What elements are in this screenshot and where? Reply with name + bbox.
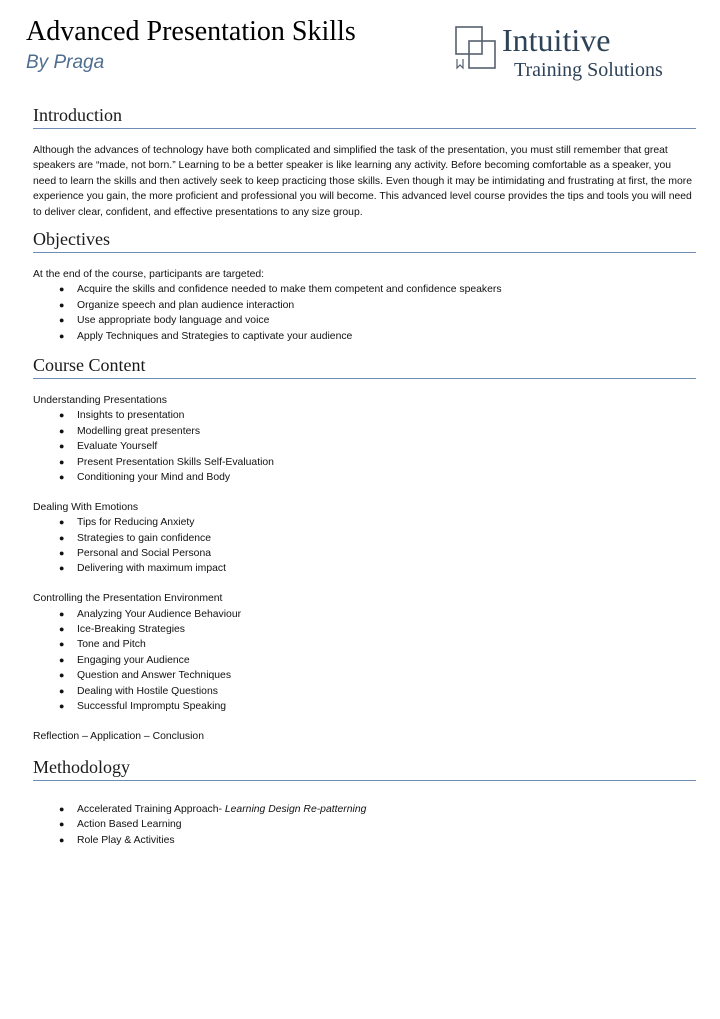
logo-subtitle: Training Solutions	[514, 59, 663, 81]
company-logo	[452, 24, 702, 84]
bullet-icon: ●	[59, 639, 65, 650]
list-item: ● Dealing with Hostile Questions	[33, 684, 696, 699]
bullet-icon: ●	[59, 456, 65, 467]
list-item: ● Organize speech and plan audience interaction	[33, 298, 696, 313]
list-item: ● Accelerated Training Approach- Learning Design Re-patterning	[33, 802, 696, 817]
list-item: ● Analyzing Your Audience Behaviour	[33, 607, 696, 622]
list-item: ● Successful Impromptu Speaking	[33, 699, 696, 714]
bullet-icon: ●	[59, 685, 65, 696]
list-item: ● Ice-Breaking Strategies	[33, 622, 696, 637]
bullet-icon: ●	[59, 804, 65, 814]
list-item: ● Delivering with maximum impact	[33, 561, 696, 576]
bullet-icon: ●	[59, 563, 65, 574]
list-item: ● Insights to presentation	[33, 408, 696, 423]
document-title: Advanced Presentation Skills	[26, 16, 356, 47]
methodology-list	[33, 802, 696, 848]
list-item: ● Strategies to gain confidence	[33, 531, 696, 546]
list-item: ● Present Presentation Skills Self-Evaluation	[33, 455, 696, 470]
list-item: ● Apply Techniques and Strategies to captivate your audience	[33, 329, 696, 344]
course-closing: Reflection – Application – Conclusion	[33, 730, 204, 742]
bullet-icon: ●	[59, 284, 65, 295]
group-list	[33, 515, 696, 577]
objectives-list	[33, 282, 696, 344]
list-item: ● Tips for Reducing Anxiety	[33, 515, 696, 530]
emphasis-text: Learning Design Re-patterning	[224, 804, 367, 815]
methodology-section	[33, 755, 696, 848]
list-item: ● Conditioning your Mind and Body	[33, 470, 696, 485]
group-title: Dealing With Emotions	[33, 501, 139, 513]
objectives-heading: Objectives	[33, 227, 696, 253]
objectives-section	[33, 227, 696, 344]
bullet-icon: ●	[59, 608, 65, 619]
list-item: ● Tone and Pitch	[33, 637, 696, 652]
list-item: ● Action Based Learning	[33, 817, 696, 832]
list-item: ● Personal and Social Persona	[33, 546, 696, 561]
bullet-icon: ●	[59, 517, 65, 528]
objectives-lead: At the end of the course, participants are targeted:	[33, 269, 265, 280]
group-title: Understanding Presentations	[33, 395, 168, 406]
bullet-icon: ●	[59, 701, 65, 712]
bullet-icon: ●	[59, 410, 65, 421]
group-list	[33, 607, 696, 715]
introduction-heading: Introduction	[33, 103, 696, 129]
list-item: ● Modelling great presenters	[33, 424, 696, 439]
logo-name: Intuitive	[502, 22, 611, 58]
bullet-icon: ●	[59, 834, 65, 845]
list-item: ● Role Play & Activities	[33, 833, 696, 848]
list-item: ● Question and Answer Techniques	[33, 668, 696, 683]
bullet-icon: ●	[59, 315, 65, 326]
bullet-icon: ●	[59, 472, 65, 483]
bullet-icon: ●	[59, 819, 65, 830]
group-list	[33, 408, 696, 485]
methodology-heading: Methodology	[33, 755, 696, 781]
bullet-icon: ●	[59, 624, 65, 635]
course-content-section	[33, 353, 696, 744]
list-item: ● Evaluate Yourself	[33, 439, 696, 454]
bullet-icon: ●	[59, 548, 65, 559]
document-author: By Praga	[26, 52, 105, 73]
bullet-icon: ●	[59, 330, 65, 341]
overlapping-squares-icon	[452, 24, 500, 74]
introduction-text: Although the advances of technology have both complicated and simplified the task of the presentation, you must still remember that great speakers are “made, not born.” Learning to be a better speaker is like learning any activity. Before becoming comfortable as a speaker, you need to learn the skills and then actively seek to keep practicing those skills. Even though it may be intimidating and frustrating at first, the more experience you gain, the more proficient and professional you will become. This advanced level course provides the tips and tools you will need to deliver clear, confident, and effective presentations to any size group.	[33, 145, 692, 218]
bullet-icon: ●	[59, 299, 65, 310]
bullet-icon: ●	[59, 425, 65, 436]
list-item: ● Use appropriate body language and voice	[33, 313, 696, 328]
bullet-icon: ●	[59, 441, 65, 452]
course-content-heading: Course Content	[33, 353, 696, 379]
bullet-icon: ●	[59, 654, 65, 665]
list-item: ● Engaging your Audience	[33, 653, 696, 668]
group-title: Controlling the Presentation Environment	[33, 593, 223, 605]
list-item: ● Acquire the skills and confidence needed to make them competent and confidence speakers	[33, 282, 696, 297]
introduction-section	[33, 103, 696, 220]
bullet-icon: ●	[59, 532, 65, 543]
bullet-icon: ●	[59, 670, 65, 681]
